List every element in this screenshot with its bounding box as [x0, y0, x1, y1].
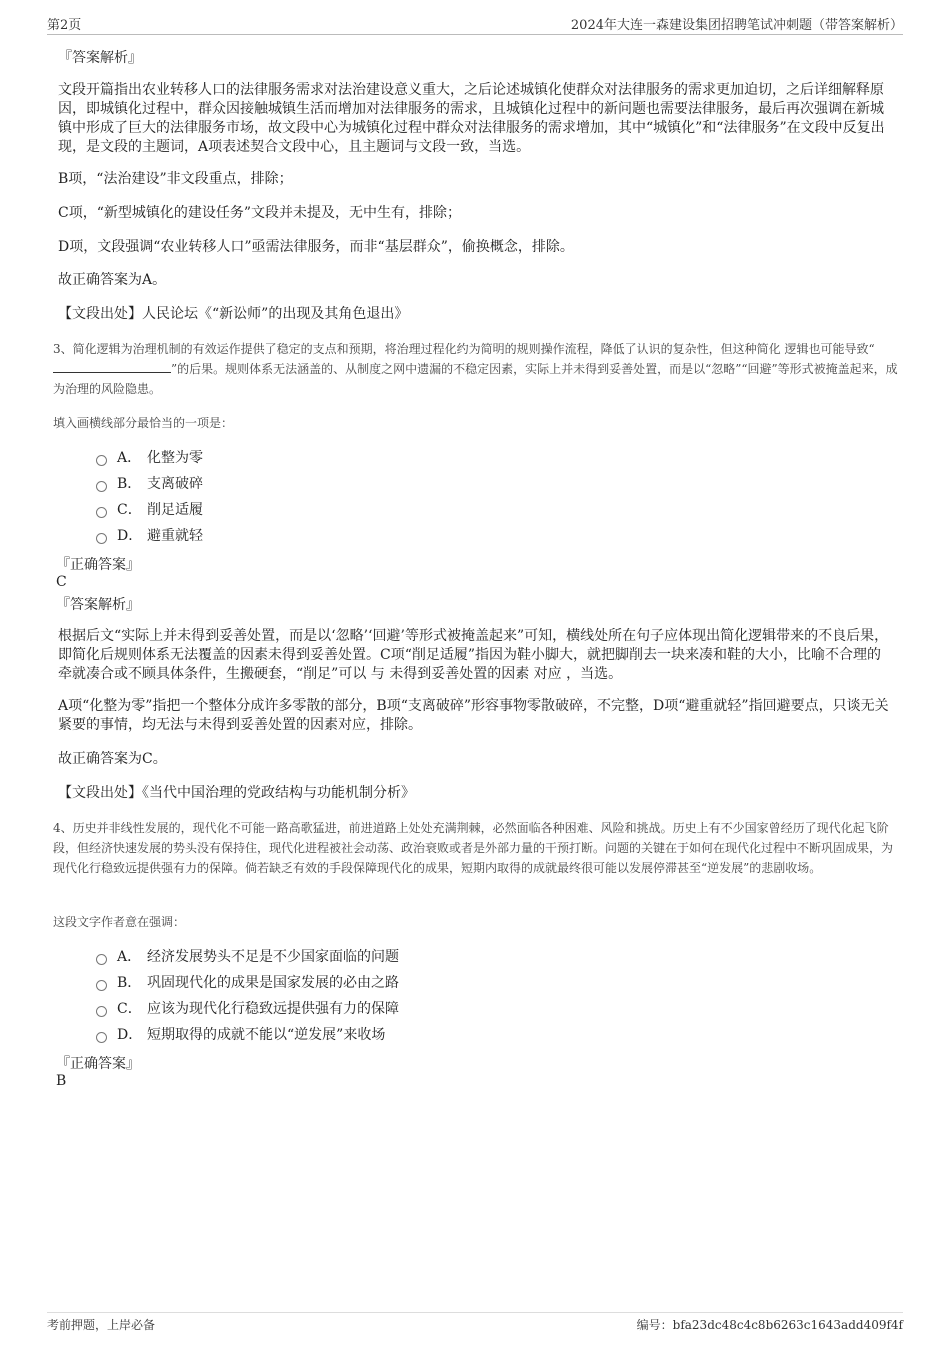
q4-stem: 4、历史并非线性发展的，现代化不可能一路高歌猛进，前进道路上处处充满荆棘，必然面临各种困难、风险和挑战。历史上有不少国家曾经历了现代化起飞阶段，但经济快速发展的势头没有保持住，现代化进程被社会动荡、政治衰败或者是外部力量的干预打断。问题的关键在于如何在现代化过程中不断巩固成果，为现代化行稳致远提供强有力的保障。倘若缺乏有效的手段保障现代化的成果，短期内取得的成就最终很可能以发展停滞甚至“逆发展”的悲剧收场。 — [53, 821, 894, 875]
q3-option-d[interactable]: D． 避重就轻 — [96, 523, 203, 549]
q4-option-c[interactable]: C． 应该为现代化行稳致远提供强有力的保障 — [96, 996, 399, 1022]
document-title: 2024年大连一森建设集团招聘笔试冲刺题（带答案解析） — [570, 18, 903, 33]
radio-icon[interactable] — [96, 455, 107, 466]
q2-analysis: 文段开篇指出农业转移人口的法律服务需求对法治建设意义重大，之后论述城镇化使群众对法律服务的需求更加迫切，之后详细解释原因，即城镇化过程中，群众因接触城镇生活而增加对法律服务的需求，且城镇化过程中的新问题也需要法律服务，最后再次强调在新城镇中形成了巨大的法律服务市场，故文段中心为城镇化过程中群众对法律服务的需求增加，其中“城镇化”和“法律服务”在文段中反复出现，是文段的主题词，A项表述契合文段中心，且主题词与文段一致，当选。 — [58, 82, 885, 155]
q2-source: 【文段出处】人民论坛《“新讼师”的出现及其角色退出》 — [58, 306, 409, 322]
page-header — [47, 14, 903, 35]
q3-analysis-tag: 『答案解析』 — [56, 597, 140, 613]
q2-option-b-note: B项，“法治建设”非文段重点，排除； — [58, 171, 293, 187]
q2-conclusion: 故正确答案为A。 — [58, 272, 167, 288]
q2-analysis-tag: 『答案解析』 — [58, 50, 142, 66]
q4-options — [96, 944, 399, 1048]
q2-option-d-note: D项，文段强调“农业转移人口”亟需法律服务，而非“基层群众”，偷换概念，排除。 — [58, 239, 574, 255]
q3-option-a[interactable]: A． 化整为零 — [96, 445, 203, 471]
q3-analysis: 根据后文“实际上并未得到妥善处置，而是以‘忽略’‘回避’等形式被掩盖起来”可知，横线处所在句子应体现出简化逻辑带来的不良后果，即简化后规则体系无法覆盖的因素未得到妥善处置。C项“削足适履”指因为鞋小脚大，就把脚削去一块来凑和鞋的大小，比喻不合理的牵就凑合或不顾具体条件，生搬硬套，“削足”可以 与 未得到妥善处置的因素 对应 ，当选。 — [58, 628, 889, 682]
q4-option-b[interactable]: B． 巩固现代化的成果是国家发展的必由之路 — [96, 970, 399, 996]
q3-prompt: 填入画横线部分最恰当的一项是： — [53, 416, 234, 430]
radio-icon[interactable] — [96, 507, 107, 518]
q4-prompt: 这段文字作者意在强调： — [53, 915, 186, 929]
fill-blank — [53, 360, 171, 373]
q3-conclusion: 故正确答案为C。 — [58, 751, 167, 767]
q3-options — [96, 445, 203, 549]
q3-answer: C — [56, 574, 67, 590]
q2-option-c-note: C项，“新型城镇化的建设任务”文段并未提及，无中生有，排除； — [58, 205, 462, 221]
q3-option-b[interactable]: B． 支离破碎 — [96, 471, 203, 497]
q4-answer: B — [56, 1073, 67, 1089]
q3-source: 【文段出处】《当代中国治理的党政结构与功能机制分析》 — [58, 785, 415, 801]
radio-icon[interactable] — [96, 1006, 107, 1017]
radio-icon[interactable] — [96, 481, 107, 492]
document-code: 编号：bfa23dc48c4c8b6263c1643add409f4f — [636, 1318, 903, 1332]
q4-answer-tag: 『正确答案』 — [56, 1056, 140, 1072]
q3-answer-tag: 『正确答案』 — [56, 557, 140, 573]
page-number: 第2页 — [47, 18, 82, 33]
q3-other-options-note: A项“化整为零”指把一个整体分成许多零散的部分，B项“支离破碎”形容事物零散破碎，不完整，D项“避重就轻”指回避要点，只谈无关紧要的事情，均无法与未得到妥善处置的因素对应，排除。 — [58, 698, 889, 733]
q4-option-a[interactable]: A． 经济发展势头不足是不少国家面临的问题 — [96, 944, 399, 970]
radio-icon[interactable] — [96, 1032, 107, 1043]
radio-icon[interactable] — [96, 954, 107, 965]
radio-icon[interactable] — [96, 533, 107, 544]
page-footer — [47, 1312, 903, 1337]
q4-option-d[interactable]: D． 短期取得的成就不能以“逆发展”来收场 — [96, 1022, 399, 1048]
radio-icon[interactable] — [96, 980, 107, 991]
footer-slogan: 考前押题，上岸必备 — [47, 1318, 156, 1332]
q3-stem: 3、简化逻辑为治理机制的有效运作提供了稳定的支点和预期，将治理过程化约为简明的规则操作流程，降低了认识的复杂性，但这种简化 逻辑也可能导致“”的后果。规则体系无法涵盖的、从制度之网中遗漏的不稳定因素，实际上并未得到妥善处置，而是以“忽略”“回避”等形式被掩盖起来，成为治理的风险隐患。 — [53, 342, 898, 396]
q3-option-c[interactable]: C． 削足适履 — [96, 497, 203, 523]
